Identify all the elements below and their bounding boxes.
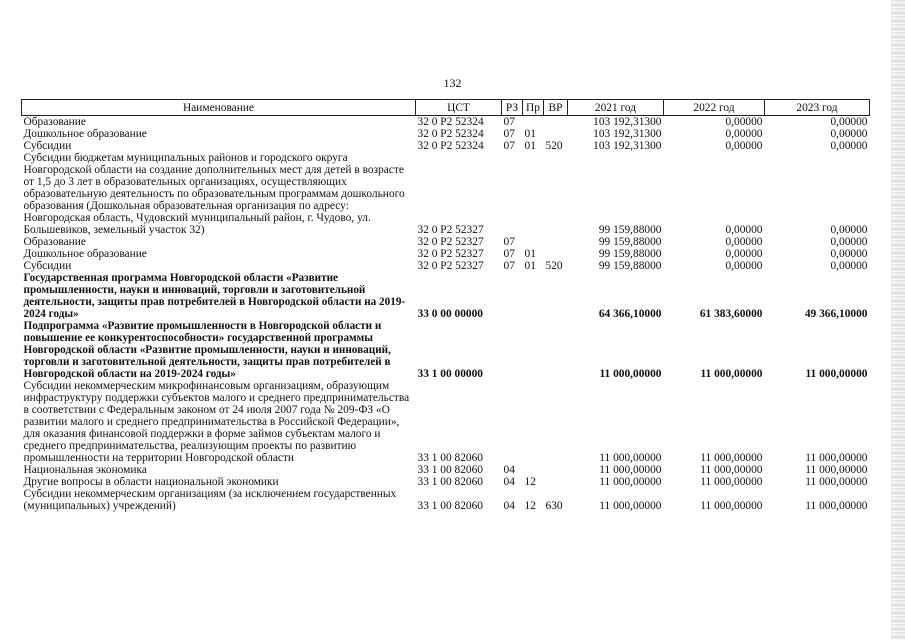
table-body [22, 116, 870, 513]
row-name: Подпрограмма «Развитие промышленности в Новгородской области и повышение ее конкурентоспособности» государственной программы Новгородской области «Развитие промышленности, науки и инноваций, торговли и заготовительной деятельности, защиты прав потребителей в Новгородской области на 2019-2024 годы» [23, 320, 391, 380]
row-amount-2023: 11 000,00000 [805, 452, 868, 464]
row-vr: 520 [545, 140, 563, 152]
row-amount-2021: 103 192,31300 [593, 140, 662, 152]
table-row [22, 380, 870, 464]
budget-table [21, 99, 870, 512]
row-amount-2022: 11 000,00000 [700, 476, 763, 488]
row-amount-2022: 0,00000 [725, 248, 763, 260]
row-amount-2022: 11 000,00000 [700, 452, 763, 464]
row-name: Субсидии [23, 140, 72, 152]
table-row [22, 272, 870, 320]
row-cst: 33 1 00 82060 [417, 476, 483, 488]
row-amount-2021: 64 366,10000 [598, 308, 662, 320]
row-cst: 32 0 Р2 52327 [417, 248, 484, 260]
row-amount-2023: 0,00000 [830, 116, 868, 128]
row-vr [544, 116, 568, 129]
row-name: Субсидии некоммерческим микрофинансовым организациям, образующим инфраструктуру поддержки субъектов малого и среднего предпринимательства в соответствии с Федеральным законом от 24 июля 2007 года № 209-ФЗ «О развитии малого и среднего предпринимательства в Российской Федерации», для оказания финансовой поддержки в форме займов субъектам малого и среднего предпринимательства, реализующим проекты по развитию промышленности на территории Новгородской области [23, 380, 410, 464]
table-row [22, 116, 870, 129]
row-vr [544, 464, 568, 476]
row-pr: 01 [524, 140, 536, 152]
table-row [22, 248, 870, 260]
row-pr [523, 152, 544, 236]
row-amount-2023: 11 000,00000 [805, 500, 868, 512]
row-pr: 01 [524, 128, 536, 140]
row-vr [544, 152, 568, 236]
row-vr [544, 320, 568, 380]
row-amount-2021: 11 000,00000 [599, 464, 662, 476]
row-amount-2022: 0,00000 [725, 128, 763, 140]
row-rz [502, 152, 523, 236]
row-amount-2021: 103 192,31300 [593, 116, 662, 128]
row-cst: 33 0 00 00000 [417, 308, 483, 320]
row-pr: 01 [524, 248, 536, 260]
table-row [22, 476, 870, 488]
row-amount-2021: 11 000,00000 [599, 500, 662, 512]
header-cst: ЦСТ [416, 100, 502, 116]
table-row [22, 236, 870, 248]
scan-edge-artifact [891, 0, 905, 640]
row-amount-2021: 11 000,00000 [599, 476, 662, 488]
row-vr [544, 272, 568, 320]
row-amount-2023: 49 366,10000 [804, 308, 868, 320]
header-vr: ВР [544, 100, 568, 116]
row-pr: 01 [524, 260, 536, 272]
row-rz: 04 [503, 476, 515, 488]
row-name: Дошкольное образование [23, 128, 147, 140]
row-amount-2023: 0,00000 [830, 236, 868, 248]
row-vr [544, 236, 568, 248]
row-name: Субсидии [23, 260, 72, 272]
row-vr [544, 476, 568, 488]
row-cst: 33 1 00 82060 [417, 500, 483, 512]
row-pr [523, 236, 544, 248]
row-cst: 32 0 Р2 52327 [417, 236, 484, 248]
row-rz: 07 [503, 260, 515, 272]
table-row [22, 140, 870, 152]
row-amount-2021: 99 159,88000 [598, 236, 662, 248]
row-amount-2023: 0,00000 [830, 140, 868, 152]
header-2021: 2021 год [568, 100, 664, 116]
row-rz: 04 [503, 464, 515, 476]
table-header-row [22, 100, 870, 116]
row-cst: 33 1 00 82060 [417, 464, 483, 476]
row-amount-2023: 0,00000 [830, 260, 868, 272]
row-amount-2023: 11 000,00000 [805, 476, 868, 488]
row-cst: 33 1 00 00000 [417, 368, 483, 380]
row-pr [523, 272, 544, 320]
row-pr [523, 380, 544, 464]
table-row [22, 320, 870, 380]
row-name: Образование [23, 236, 86, 248]
row-name: Дошкольное образование [23, 248, 147, 260]
row-amount-2022: 0,00000 [725, 116, 763, 128]
page-number: 132 [443, 76, 462, 90]
row-name: Национальная экономика [23, 464, 147, 476]
table-row [22, 488, 870, 512]
row-vr [544, 248, 568, 260]
row-pr [523, 464, 544, 476]
row-amount-2022: 11 000,00000 [700, 500, 763, 512]
row-rz: 07 [503, 236, 515, 248]
row-vr [544, 128, 568, 140]
row-rz [502, 320, 523, 380]
row-cst: 32 0 Р2 52327 [417, 260, 484, 272]
row-cst: 33 1 00 82060 [417, 452, 483, 464]
row-amount-2022: 0,00000 [725, 224, 763, 236]
row-pr: 12 [524, 500, 536, 512]
row-amount-2021: 11 000,00000 [599, 368, 662, 380]
row-amount-2022: 0,00000 [725, 140, 763, 152]
row-rz: 04 [503, 500, 515, 512]
table-row [22, 152, 870, 236]
row-name: Образование [23, 116, 86, 128]
row-cst: 32 0 Р2 52324 [417, 116, 484, 128]
row-rz: 07 [503, 248, 515, 260]
header-2023: 2023 год [765, 100, 870, 116]
row-amount-2022: 0,00000 [725, 236, 763, 248]
row-pr [523, 116, 544, 129]
row-name: Другие вопросы в области национальной экономики [23, 476, 279, 488]
row-amount-2022: 11 000,00000 [700, 464, 763, 476]
row-cst: 32 0 Р2 52324 [417, 140, 484, 152]
row-name: Субсидии бюджетам муниципальных районов и городского округа Новгородской области на создание дополнительных мест для детей в возрасте от 1,5 до 3 лет в образовательных организациях, осуществляющих образовательную деятельность по образовательным программам дошкольного образования (Дошкольная образовательная организация по адресу: Новгородская область, Чудовский муниципальный район, г. Чудово, ул. Большевиков, земельный участок 32) [23, 152, 405, 236]
row-vr: 520 [545, 260, 563, 272]
row-amount-2023: 0,00000 [830, 248, 868, 260]
row-rz: 07 [503, 128, 515, 140]
row-name: Субсидии некоммерческим организациям (за исключением государственных (муниципальных) учреждений) [23, 488, 397, 512]
row-name: Государственная программа Новгородской области «Развитие промышленности, науки и инноваций, торговли и заготовительной деятельности, защиты прав потребителей в Новгородской области на 2019-2024 годы» [23, 272, 406, 320]
row-amount-2023: 11 000,00000 [805, 464, 868, 476]
row-amount-2021: 11 000,00000 [599, 452, 662, 464]
row-vr [544, 380, 568, 464]
table-row [22, 260, 870, 272]
table-row [22, 128, 870, 140]
table-row [22, 464, 870, 476]
row-amount-2021: 99 159,88000 [598, 248, 662, 260]
row-amount-2023: 0,00000 [830, 128, 868, 140]
row-amount-2023: 0,00000 [830, 224, 868, 236]
row-cst: 32 0 Р2 52327 [417, 224, 484, 236]
row-rz: 07 [503, 140, 515, 152]
row-amount-2021: 103 192,31300 [593, 128, 662, 140]
row-pr [523, 320, 544, 380]
header-pr: Пр [523, 100, 544, 116]
header-rz: РЗ [502, 100, 523, 116]
row-amount-2023: 11 000,00000 [805, 368, 868, 380]
row-amount-2021: 99 159,88000 [598, 260, 662, 272]
row-amount-2021: 99 159,88000 [598, 224, 662, 236]
row-rz: 07 [503, 116, 515, 128]
row-cst: 32 0 Р2 52324 [417, 128, 484, 140]
row-amount-2022: 11 000,00000 [700, 368, 763, 380]
row-amount-2022: 61 383,60000 [699, 308, 763, 320]
header-2022: 2022 год [664, 100, 765, 116]
row-rz [502, 272, 523, 320]
row-rz [502, 380, 523, 464]
row-vr: 630 [545, 500, 563, 512]
header-name: Наименование [22, 100, 416, 116]
row-amount-2022: 0,00000 [725, 260, 763, 272]
row-pr: 12 [524, 476, 536, 488]
